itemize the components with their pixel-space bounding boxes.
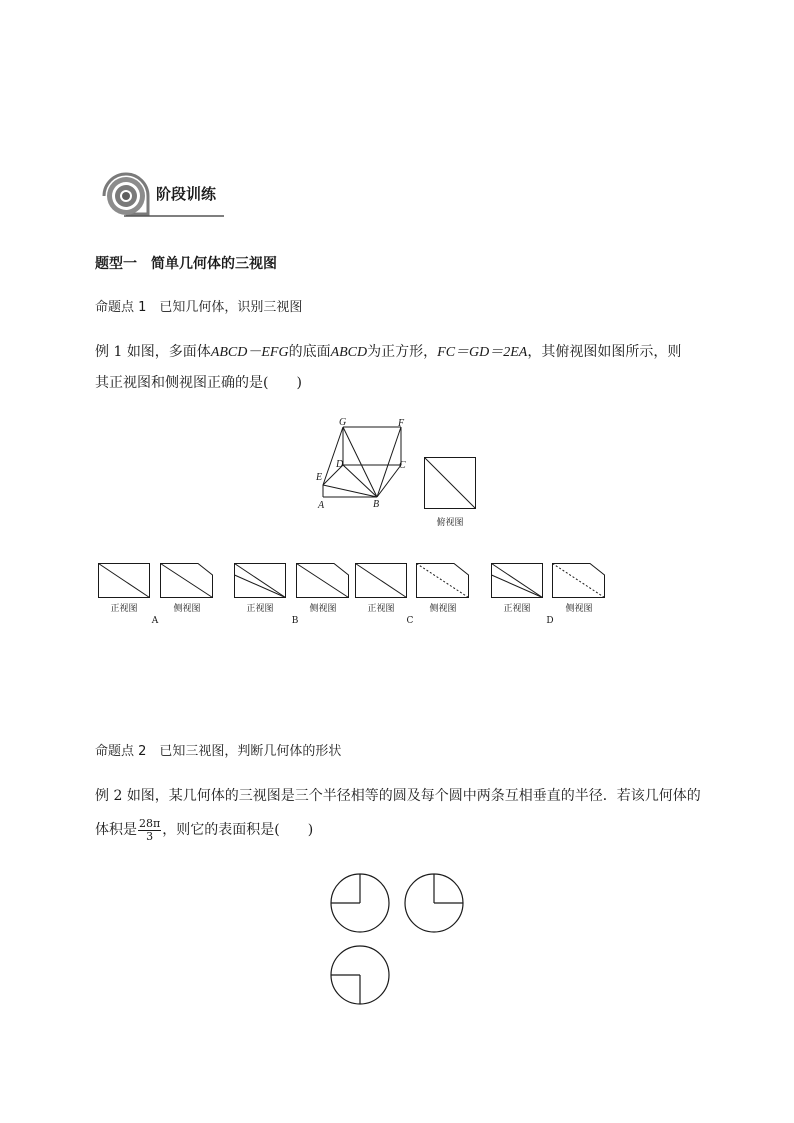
option-a-letter[interactable]: A [151,616,159,626]
vertex-label-g: G [339,417,347,428]
example1-text-a: 如图，多面体 [126,344,211,360]
point2-heading: 命题点 2 已知三视图，判断几何体的形状 [95,744,342,759]
top-view-figure [424,457,484,517]
option-b-letter[interactable]: B [291,616,299,626]
vertex-label-b: B [373,499,380,510]
example1-solid-name: ABCD－EFG [210,345,289,360]
example1-relation: FC＝GD＝2EA [437,345,528,360]
topic-heading: 题型一 简单几何体的三视图 [95,256,277,272]
example1-line2: 其正视图和侧视图正确的是( ) [95,375,302,391]
volume-fraction [138,818,161,843]
option-c-front-caption: 正视图 [367,604,395,614]
vertex-label-c: C [399,460,406,471]
example1-text-d: ，其俯视图如图所示，则 [527,344,682,360]
example2-label: 例 2 [95,788,123,804]
option-d-front-view [491,563,547,603]
example2-text-b: ，则它的表面积是( ) [162,822,314,838]
vertex-label-d: D [336,459,344,470]
example2-line1 [95,786,701,806]
option-c-front-view [355,563,411,603]
example2-line2 [95,816,313,844]
vertex-label-a: A [318,500,325,511]
option-c-side-view [416,563,476,603]
front-view-circle [330,873,394,937]
target-icon [100,170,160,222]
option-c-side-caption: 侧视图 [429,604,457,614]
vertex-label-f: F [398,418,405,429]
option-b-front-caption: 正视图 [246,604,274,614]
example1-text-b: 的底面 [288,344,331,360]
option-a-front-caption: 正视图 [110,604,138,614]
example1-line1 [95,342,681,363]
option-a-side-view [160,563,220,603]
section-title: 阶段训练 [156,185,217,203]
option-c-letter[interactable]: C [406,616,414,626]
option-b-front-view [234,563,290,603]
option-d-letter[interactable]: D [546,616,554,626]
point1-heading: 命题点 1 已知几何体，识别三视图 [95,300,303,315]
example1-text-c: 为正方形， [367,344,438,360]
option-b-side-view [296,563,356,603]
option-b-side-caption: 侧视图 [309,604,337,614]
example2-text-a: 体积是 [95,822,137,838]
volume-fraction-denominator: 3 [146,829,154,843]
option-d-front-caption: 正视图 [503,604,531,614]
option-d-side-view [552,563,612,603]
top-view-caption: 俯视图 [436,518,464,528]
option-a-side-caption: 侧视图 [173,604,201,614]
option-a-front-view [98,563,154,603]
side-view-circle [404,873,468,937]
example1-base-name: ABCD [330,345,368,360]
top-view-circle [330,945,394,1009]
vertex-label-e: E [316,472,323,483]
option-d-side-caption: 侧视图 [565,604,593,614]
volume-fraction-numerator: 28π [139,816,161,830]
example1-label: 例 1 [95,344,123,360]
example2-text-line1: 如图，某几何体的三视图是三个半径相等的圆及每个圆中两条互相垂直的半径．若该几何体的 [126,788,701,804]
